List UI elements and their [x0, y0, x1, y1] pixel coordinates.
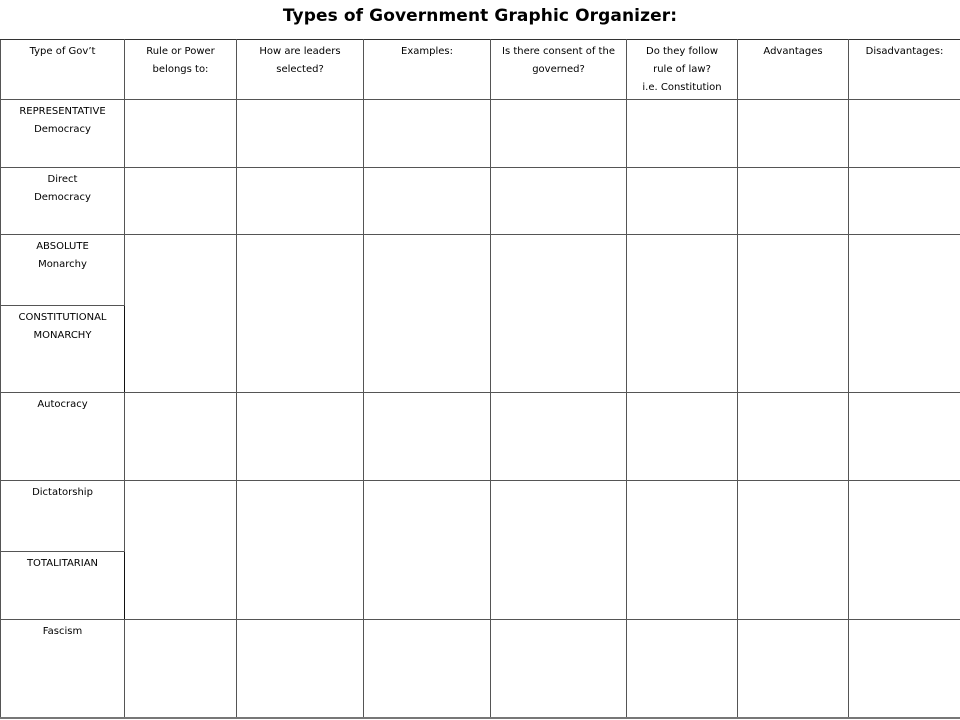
header-label: Disadvantages:: [865, 46, 944, 57]
row-label-representative-democracy: [1, 100, 125, 168]
header-consent: [491, 40, 627, 100]
header-label: i.e. Constitution: [642, 82, 722, 93]
table-row: [1, 393, 960, 481]
row-label-absolute-monarchy: [1, 235, 125, 306]
answer-cell[interactable]: [738, 393, 849, 481]
table-row: [1, 620, 960, 718]
header-disadvantages: [849, 40, 960, 100]
answer-cell[interactable]: [125, 100, 237, 168]
answer-cell[interactable]: [491, 168, 627, 235]
row-label: TOTALITARIAN: [26, 558, 99, 569]
answer-cell[interactable]: [364, 481, 491, 620]
answer-cell[interactable]: [849, 235, 960, 393]
row-label: REPRESENTATIVE: [19, 106, 106, 117]
answer-cell[interactable]: [125, 620, 237, 718]
answer-cell[interactable]: [738, 100, 849, 168]
row-label-totalitarian: [1, 552, 125, 620]
header-type-of-govt: [1, 40, 125, 100]
answer-cell[interactable]: [491, 620, 627, 718]
header-label: selected?: [276, 64, 324, 75]
answer-cell[interactable]: [364, 620, 491, 718]
table-row: [1, 235, 960, 306]
answer-cell[interactable]: [849, 168, 960, 235]
header-label: Is there consent of the: [502, 46, 615, 57]
answer-cell[interactable]: [237, 481, 364, 620]
row-label-autocracy: [1, 393, 125, 481]
row-label: Dictatorship: [32, 487, 93, 498]
header-row: [1, 40, 960, 100]
answer-cell[interactable]: [237, 620, 364, 718]
table-row: [1, 481, 960, 552]
page-title: Types of Government Graphic Organizer:: [282, 6, 678, 26]
row-label: MONARCHY: [33, 330, 92, 341]
header-label: rule of law?: [653, 64, 711, 75]
answer-cell[interactable]: [125, 393, 237, 481]
row-label: Monarchy: [38, 259, 87, 270]
row-label-constitutional-monarchy: [1, 306, 125, 393]
answer-cell[interactable]: [125, 481, 237, 620]
answer-cell[interactable]: [738, 235, 849, 393]
answer-cell[interactable]: [849, 393, 960, 481]
row-label: Democracy: [34, 124, 91, 135]
answer-cell[interactable]: [364, 235, 491, 393]
row-label: Fascism: [42, 626, 83, 637]
header-label: Examples:: [401, 46, 453, 57]
answer-cell[interactable]: [491, 235, 627, 393]
answer-cell[interactable]: [237, 168, 364, 235]
answer-cell[interactable]: [237, 235, 364, 393]
answer-cell[interactable]: [237, 100, 364, 168]
header-label: belongs to:: [152, 64, 209, 75]
header-leaders-selected: [237, 40, 364, 100]
header-advantages: [738, 40, 849, 100]
answer-cell[interactable]: [627, 235, 738, 393]
answer-cell[interactable]: [738, 481, 849, 620]
row-label: Democracy: [34, 192, 91, 203]
header-label: Rule or Power: [146, 46, 215, 57]
answer-cell[interactable]: [364, 168, 491, 235]
answer-cell[interactable]: [627, 620, 738, 718]
answer-cell[interactable]: [364, 100, 491, 168]
header-examples: [364, 40, 491, 100]
header-rule-of-law: [627, 40, 738, 100]
answer-cell[interactable]: [125, 168, 237, 235]
row-label: Direct: [47, 174, 78, 185]
graphic-organizer-table: [0, 39, 960, 719]
row-label: Autocracy: [37, 399, 88, 410]
answer-cell[interactable]: [849, 100, 960, 168]
row-label: ABSOLUTE: [36, 241, 89, 252]
header-label: governed?: [532, 64, 585, 75]
answer-cell[interactable]: [364, 393, 491, 481]
answer-cell[interactable]: [491, 100, 627, 168]
table-row: [1, 100, 960, 168]
answer-cell[interactable]: [125, 235, 237, 393]
row-label-dictatorship: [1, 481, 125, 552]
answer-cell[interactable]: [627, 100, 738, 168]
row-label-fascism: [1, 620, 125, 718]
row-label-direct-democracy: [1, 168, 125, 235]
answer-cell[interactable]: [738, 620, 849, 718]
header-label: Type of Gov’t: [29, 46, 96, 57]
answer-cell[interactable]: [491, 481, 627, 620]
answer-cell[interactable]: [627, 168, 738, 235]
header-rule-or-power: [125, 40, 237, 100]
answer-cell[interactable]: [849, 620, 960, 718]
header-label: Do they follow: [646, 46, 718, 57]
row-label: CONSTITUTIONAL: [18, 312, 107, 323]
answer-cell[interactable]: [491, 393, 627, 481]
table-row: [1, 168, 960, 235]
answer-cell[interactable]: [627, 481, 738, 620]
answer-cell[interactable]: [627, 393, 738, 481]
header-label: Advantages: [763, 46, 823, 57]
header-label: How are leaders: [259, 46, 341, 57]
answer-cell[interactable]: [849, 481, 960, 620]
answer-cell[interactable]: [237, 393, 364, 481]
answer-cell[interactable]: [738, 168, 849, 235]
